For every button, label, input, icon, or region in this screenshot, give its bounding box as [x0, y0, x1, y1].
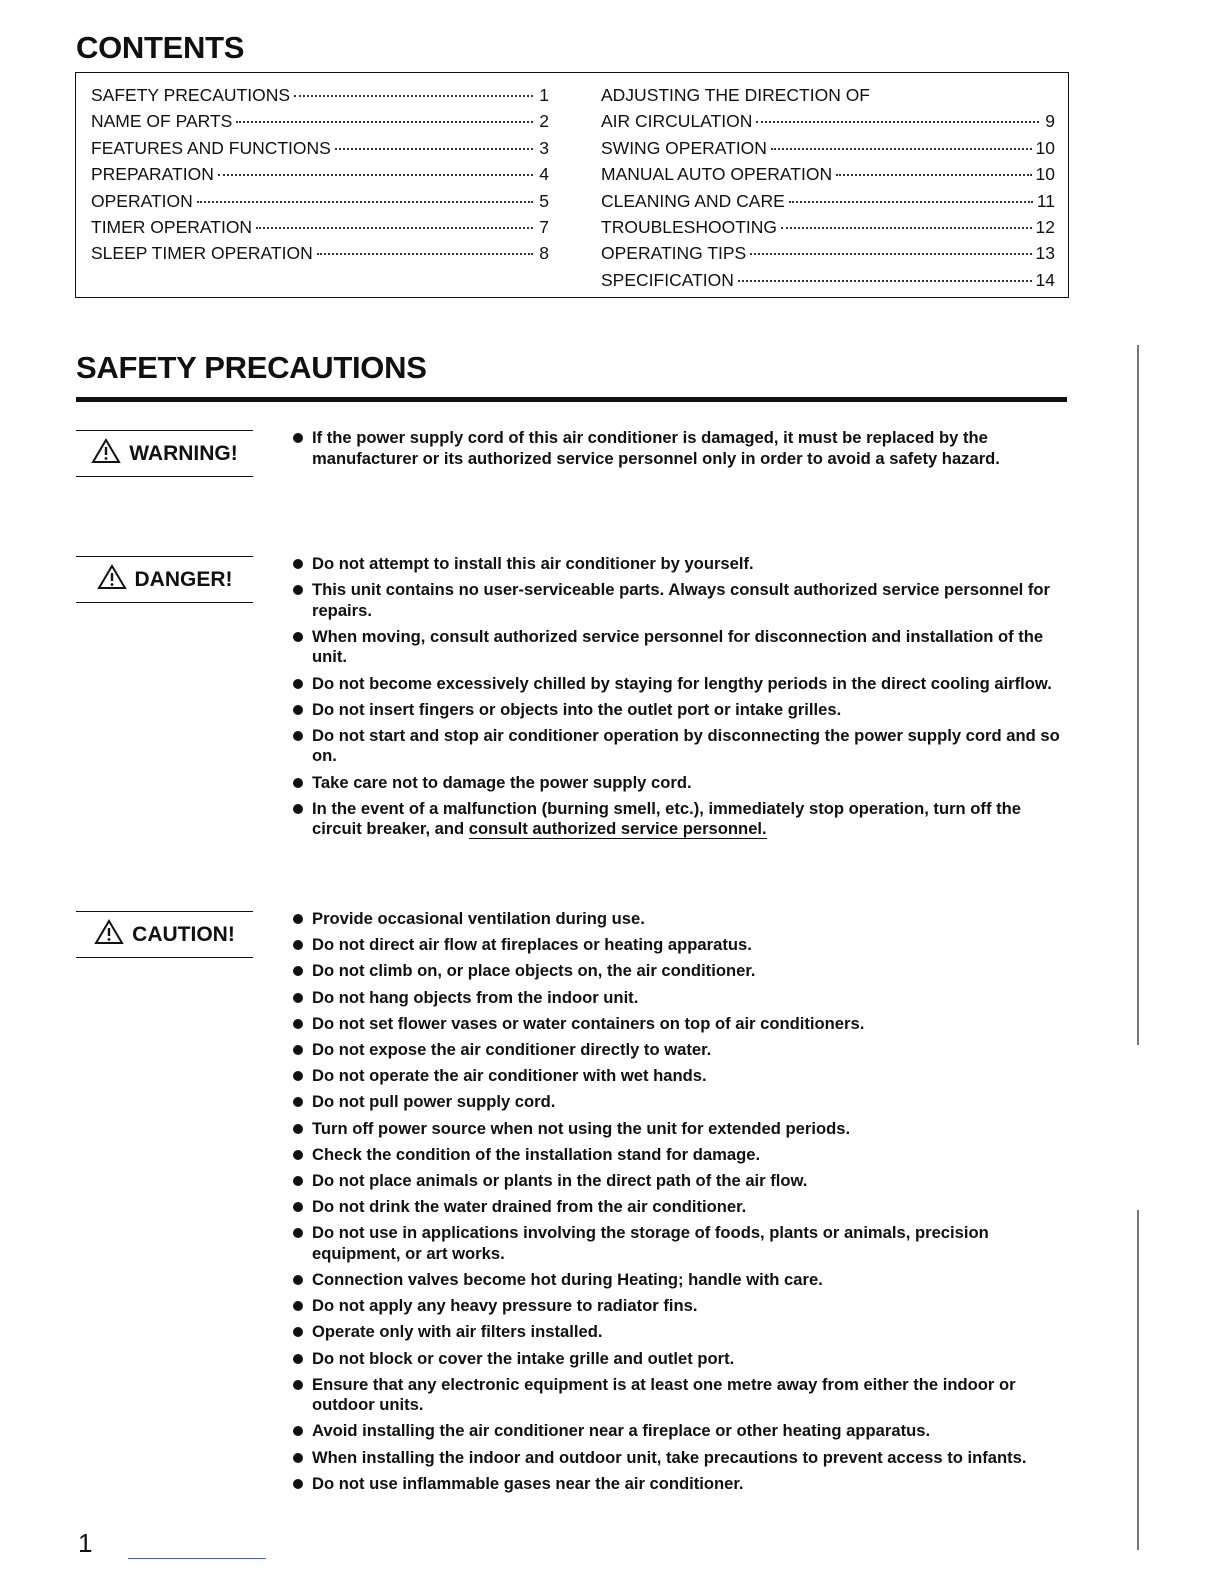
danger-list: [292, 554, 1067, 846]
toc-entry: [601, 270, 1055, 296]
list-item: [292, 799, 1067, 840]
toc-entry: [601, 85, 1055, 111]
danger-label: DANGER!: [134, 567, 233, 591]
list-item: Do not insert fingers or objects into the outlet port or intake grilles.: [292, 700, 1067, 721]
toc-entry-label: PREPARATION: [91, 164, 214, 185]
toc-entry: [601, 243, 1055, 269]
list-item: Do not drink the water drained from the air conditioner.: [292, 1197, 1067, 1218]
warning-list: [292, 428, 1067, 475]
toc-entry-label: TIMER OPERATION: [91, 216, 253, 237]
toc-entry: [601, 217, 1055, 243]
toc-leader-dots: [236, 121, 533, 123]
list-item: Do not use in applications involving the storage of foods, plants or animals, precision equipment, or art works.: [292, 1223, 1067, 1264]
margin-mark: [1137, 345, 1139, 1045]
toc-entry-page: 7: [539, 216, 549, 237]
list-item: Do not attempt to install this air conditioner by yourself.: [292, 554, 1067, 575]
list-item: Provide occasional ventilation during use.: [292, 909, 1067, 930]
toc-entry-page: 10: [1035, 164, 1055, 185]
list-item: Do not block or cover the intake grille and outlet port.: [292, 1349, 1067, 1370]
margin-mark: [1137, 1210, 1139, 1550]
toc-leader-dots: [197, 201, 533, 203]
list-item: Check the condition of the installation stand for damage.: [292, 1145, 1067, 1166]
toc-entry-page: 8: [539, 243, 549, 264]
toc-entry-label: FEATURES AND FUNCTIONS: [91, 137, 331, 158]
toc-leader-dots: [756, 121, 1039, 123]
caution-list: [292, 909, 1067, 1500]
toc-entry-page: 5: [539, 190, 549, 211]
warning-triangle-icon: [91, 438, 121, 470]
toc-leader-dots: [256, 227, 533, 229]
toc-entry-label: SAFETY PRECAUTIONS: [91, 85, 291, 105]
toc-leader-dots: [294, 95, 533, 97]
toc-entry-page: 2: [539, 111, 549, 132]
toc-entry-label: TROUBLESHOOTING: [601, 216, 777, 237]
toc-entry-label: CLEANING AND CARE: [601, 190, 785, 211]
list-item: Do not operate the air conditioner with wet hands.: [292, 1066, 1067, 1087]
toc-right-column: [601, 85, 1055, 296]
list-item: Avoid installing the air conditioner near a fireplace or other heating apparatus.: [292, 1421, 1067, 1442]
toc-entry-page: 10: [1035, 137, 1055, 158]
toc-entry: [91, 138, 549, 164]
toc-entry-page: 9: [1045, 111, 1055, 132]
caution-label: CAUTION!: [132, 922, 235, 946]
list-item: Take care not to damage the power supply cord.: [292, 773, 1067, 794]
list-item: Do not climb on, or place objects on, the air conditioner.: [292, 961, 1067, 982]
toc-entry-page: 11: [1036, 190, 1055, 211]
toc-entry-label: OPERATING TIPS: [601, 243, 747, 264]
list-item: When installing the indoor and outdoor unit, take precautions to prevent access to infants.: [292, 1448, 1067, 1469]
list-item: Turn off power source when not using the unit for extended periods.: [292, 1119, 1067, 1140]
toc-leader-dots: [335, 148, 533, 150]
toc-entry-label: AIR CIRCULATION: [601, 111, 753, 132]
toc-entry: [91, 191, 549, 217]
toc-entry-label: ADJUSTING THE DIRECTION OF: [601, 85, 870, 105]
toc-entry-label: NAME OF PARTS: [91, 111, 233, 132]
warning-label-block: [76, 430, 253, 477]
toc-entry: [91, 164, 549, 190]
list-item: Do not place animals or plants in the direct path of the air flow.: [292, 1171, 1067, 1192]
contents-heading: CONTENTS: [76, 30, 245, 65]
toc-entry-label: MANUAL AUTO OPERATION: [601, 164, 833, 185]
toc-leader-dots: [836, 174, 1031, 176]
toc-entry-page: 4: [539, 164, 549, 185]
toc-entry: [91, 111, 549, 137]
toc-entry: [601, 191, 1055, 217]
toc-entry-page: 12: [1035, 216, 1055, 237]
toc-entry-page: 3: [539, 137, 549, 158]
toc-leader-dots: [771, 148, 1032, 150]
toc-entry: [601, 164, 1055, 190]
toc-entry-page: 1: [539, 85, 549, 105]
toc-entry: [91, 243, 549, 269]
list-item: This unit contains no user-serviceable parts. Always consult authorized service personnel for repairs.: [292, 580, 1067, 621]
toc-entry-page: 14: [1035, 269, 1055, 290]
toc-leader-dots: [789, 201, 1033, 203]
list-item: Do not hang objects from the indoor unit.: [292, 988, 1067, 1009]
list-item: Do not direct air flow at fireplaces or heating apparatus.: [292, 935, 1067, 956]
toc-leader-dots: [738, 280, 1032, 282]
toc-entry: [601, 111, 1055, 137]
toc-left-column: [91, 85, 549, 270]
section-rule: [76, 397, 1067, 402]
toc-entry: [91, 85, 549, 111]
list-item: Do not apply any heavy pressure to radiator fins.: [292, 1296, 1067, 1317]
list-item: Do not become excessively chilled by staying for lengthy periods in the direct cooling airflow.: [292, 674, 1067, 695]
list-item: Do not expose the air conditioner directly to water.: [292, 1040, 1067, 1061]
list-item: Do not set flower vases or water containers on top of air conditioners.: [292, 1014, 1067, 1035]
safety-heading: SAFETY PRECAUTIONS: [76, 350, 427, 385]
page-number: 1: [78, 1528, 93, 1558]
toc-entry-label: SPECIFICATION: [601, 269, 734, 290]
toc-entry-label: OPERATION: [91, 190, 193, 211]
warning-label: WARNING!: [129, 441, 238, 465]
warning-triangle-icon: [97, 564, 127, 596]
list-item-text: In the event of a malfunction (burning smell, etc.), immediately stop operation, turn off the circuit breaker, and: [312, 798, 1021, 839]
underlined-text: consult authorized service personnel.: [468, 819, 767, 839]
toc-entry-label: SWING OPERATION: [601, 137, 767, 158]
table-of-contents: [75, 72, 1069, 298]
list-item: If the power supply cord of this air conditioner is damaged, it must be replaced by the manufacturer or its authorized service personnel only in order to avoid a safety hazard.: [292, 428, 1067, 469]
toc-entry-page: 13: [1035, 243, 1055, 264]
toc-entry: [601, 138, 1055, 164]
list-item: Ensure that any electronic equipment is at least one metre away from either the indoor or outdoor units.: [292, 1375, 1067, 1416]
list-item: Do not pull power supply cord.: [292, 1092, 1067, 1113]
toc-leader-dots: [317, 253, 533, 255]
danger-label-block: [76, 556, 253, 603]
toc-leader-dots: [750, 253, 1031, 255]
toc-entry: [91, 217, 549, 243]
list-item: When moving, consult authorized service personnel for disconnection and installation of the unit.: [292, 627, 1067, 668]
toc-entry-label: SLEEP TIMER OPERATION: [91, 243, 313, 264]
list-item: Do not start and stop air conditioner operation by disconnecting the power supply cord and so on.: [292, 726, 1067, 767]
warning-triangle-icon: [94, 919, 124, 951]
caution-label-block: [76, 911, 253, 958]
list-item: Operate only with air filters installed.: [292, 1322, 1067, 1343]
list-item: Do not use inflammable gases near the air conditioner.: [292, 1474, 1067, 1495]
toc-leader-dots: [781, 227, 1032, 229]
footer-line: [128, 1558, 266, 1559]
list-item: Connection valves become hot during Heating; handle with care.: [292, 1270, 1067, 1291]
toc-leader-dots: [218, 174, 533, 176]
